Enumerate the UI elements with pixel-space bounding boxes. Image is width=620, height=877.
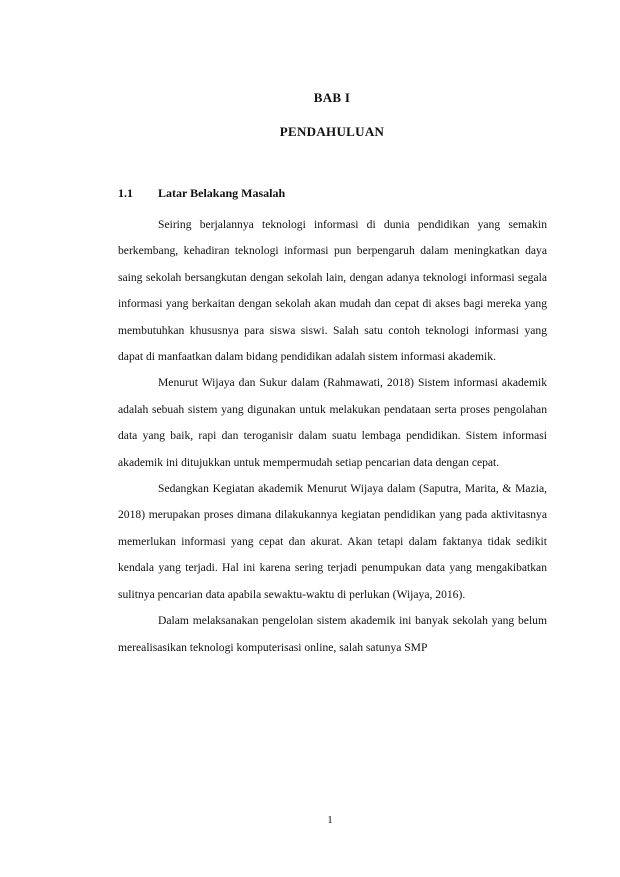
- paragraph-4: Dalam melaksanakan pengelolan sistem akademik ini banyak sekolah yang belum merealisasikan teknologi komputerisasi online, salah satunya SMP: [118, 614, 547, 654]
- chapter-number: BAB I: [313, 90, 351, 105]
- section-title: Latar Belakang Masalah: [158, 186, 286, 200]
- section-number: 1.1: [118, 186, 133, 200]
- page-number: 1: [327, 814, 333, 826]
- paragraph-1: Seiring berjalannya teknologi informasi di dunia pendidikan yang semakin berkembang, kehadiran teknologi informasi pun berpengaruh dalam meningkatkan daya saing sekolah bersangkutan dengan sekolah lain, dengan adanya teknologi informasi segala informasi yang berkaitan dengan sekolah akan mudah dan cepat di akses bagi mereka yang membutuhkan khususnya para siswa siswi. Salah satu contoh teknologi informasi yang dapat di manfaatkan dalam bidang pendidikan adalah sistem informasi akademik.: [118, 218, 547, 364]
- paragraph-3: Sedangkan Kegiatan akademik Menurut Wijaya dalam (Saputra, Marita, & Mazia, 2018) merupakan proses dimana dilakukannya kegiatan pendidikan yang pada aktivitasnya memerlukan informasi yang cepat dan akurat. Akan tetapi dalam faktanya tidak sedikit kendala yang terjadi. Hal ini karena sering terjadi penumpukan data yang mengakibatkan sulitnya pencarian data apabila sewaktu-waktu di perlukan (Wijaya, 2016).: [118, 482, 547, 601]
- section-heading: [118, 186, 285, 201]
- chapter-title: PENDAHULUAN: [279, 124, 385, 139]
- body-text: [118, 212, 547, 661]
- paragraph-2: Menurut Wijaya dan Sukur dalam (Rahmawati, 2018) Sistem informasi akademik adalah sebuah sistem yang digunakan untuk melakukan pendataan serta proses pengolahan data yang baik, rapi dan teroganisir dalam suatu lembaga pendidikan. Sistem informasi akademik ini ditujukkan untuk mempermudah setiap pencarian data dengan cepat.: [118, 376, 547, 469]
